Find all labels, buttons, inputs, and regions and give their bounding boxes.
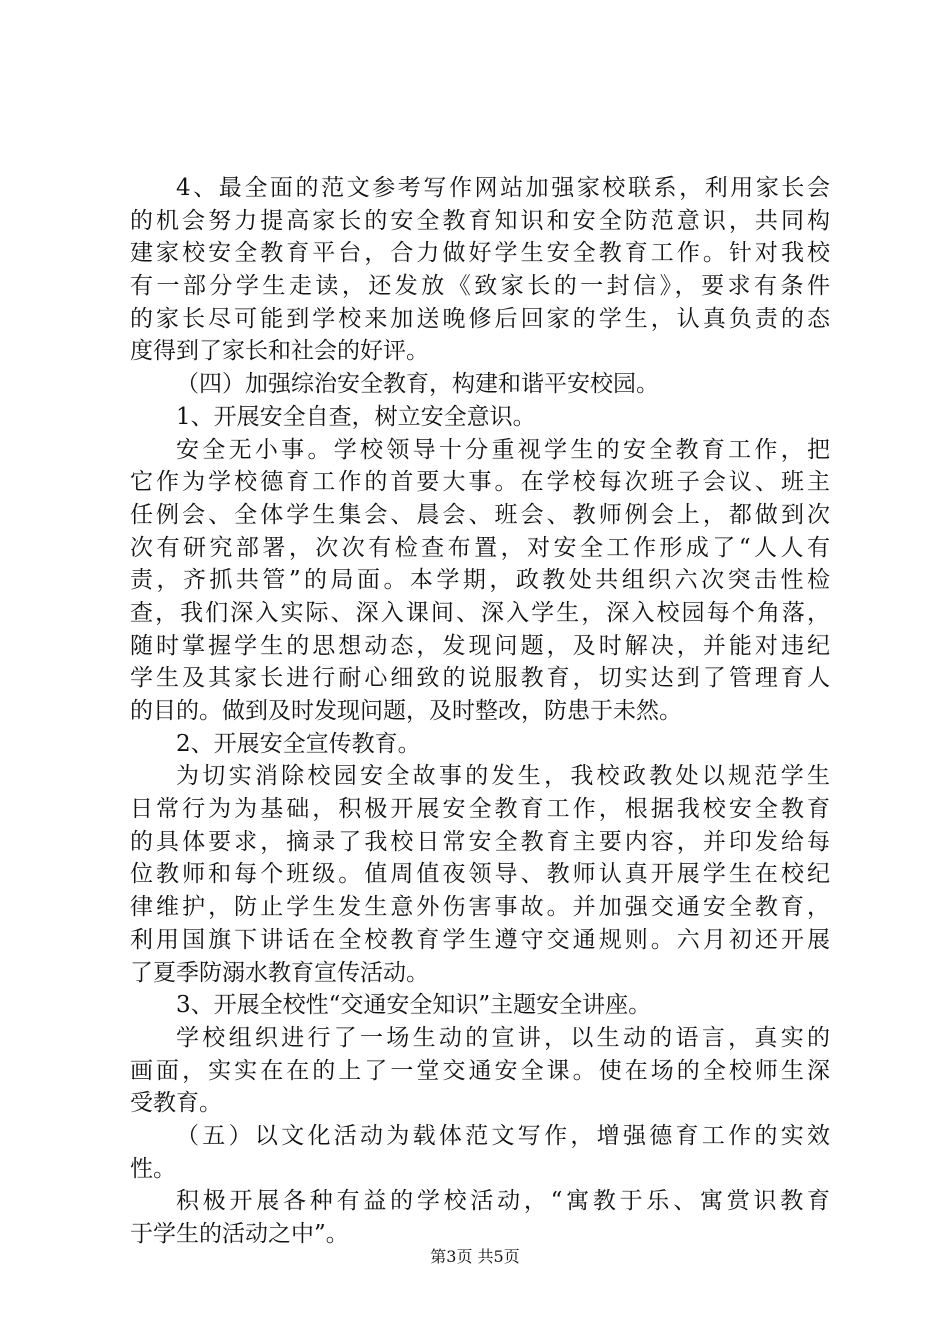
paragraph-line: 度得到了家长和社会的好评。 xyxy=(130,338,429,365)
paragraph-line: 查，我们深入实际、深入课间、深入学生，深入校园每个角落， xyxy=(130,599,830,626)
subsection-heading: 1、开展安全自查，树立安全意识。 xyxy=(176,403,536,430)
document-body xyxy=(130,172,830,1251)
paragraph-line: 受教育。 xyxy=(130,1090,222,1117)
page-number-footer: 第3页 共5页 xyxy=(430,1247,520,1266)
paragraph-line: 任例会、全体学生集会、晨会、班会、教师例会上，都做到次 xyxy=(130,501,830,528)
paragraph-line: 的家长尽可能到学校来加送晚修后回家的学生，认真负责的态 xyxy=(130,305,830,332)
paragraph-line: 了夏季防溺水教育宣传活动。 xyxy=(130,959,429,986)
paragraph-line: 次有研究部署，次次有检查布置，对安全工作形成了“人人有 xyxy=(130,534,830,561)
paragraph-line: 随时掌握学生的思想动态，发现问题，及时解决，并能对违纪 xyxy=(130,632,830,659)
paragraph-line: 它作为学校德育工作的首要大事。在学校每次班子会议、班主 xyxy=(130,469,830,496)
paragraph-line: 的机会努力提高家长的安全教育知识和安全防范意识，共同构 xyxy=(130,207,830,234)
paragraph-line: 利用国旗下讲话在全校教育学生遵守交通规则。六月初还开展 xyxy=(130,926,830,953)
paragraph-line: 4、最全面的范文参考写作网站加强家校联系，利用家长会 xyxy=(176,175,830,201)
subsection-heading: 3、开展全校性“交通安全知识”主题安全讲座。 xyxy=(176,992,652,1019)
section-heading-continued: 性。 xyxy=(130,1155,176,1182)
section-heading: （四）加强综治安全教育，构建和谐平安校园。 xyxy=(176,371,659,398)
paragraph-line: 位教师和每个班级。值周值夜领导、教师认真开展学生在校纪 xyxy=(130,861,830,888)
paragraph-line: 为切实消除校园安全故事的发生，我校政教处以规范学生 xyxy=(176,763,830,790)
paragraph-line: 学校组织进行了一场生动的宣讲，以生动的语言，真实的 xyxy=(176,1024,830,1051)
paragraph-line: 画面，实实在在的上了一堂交通安全课。使在场的全校师生深 xyxy=(130,1057,830,1084)
paragraph-line: 积极开展各种有益的学校活动，“寓教于乐、寓赏识教育 xyxy=(176,1188,830,1215)
paragraph-line: 于学生的活动之中”。 xyxy=(130,1221,349,1247)
paragraph-line: 有一部分学生走读，还发放《致家长的一封信》，要求有条件 xyxy=(130,273,830,300)
paragraph-line: 学生及其家长进行耐心细致的说服教育，切实达到了管理育人 xyxy=(130,665,830,692)
paragraph-line: 的具体要求，摘录了我校日常安全教育主要内容，并印发给每 xyxy=(130,828,830,855)
paragraph-line: 日常行为为基础，积极开展安全教育工作，根据我校安全教育 xyxy=(130,796,830,823)
subsection-heading: 2、开展安全宣传教育。 xyxy=(176,730,421,757)
paragraph-line: 的目的。做到及时发现问题，及时整改，防患于未然。 xyxy=(130,698,682,724)
paragraph-line: 安全无小事。学校领导十分重视学生的安全教育工作，把 xyxy=(176,436,830,463)
paragraph-line: 律维护，防止学生发生意外伤害事故。并加强交通安全教育， xyxy=(130,894,830,921)
paragraph-line: 建家校安全教育平台，合力做好学生安全教育工作。针对我校 xyxy=(130,240,830,267)
paragraph-line: 责，齐抓共管”的局面。本学期，政教处共组织六次突击性检 xyxy=(130,567,830,594)
section-heading: （五）以文化活动为载体范文写作，增强德育工作的实效 xyxy=(176,1122,830,1149)
